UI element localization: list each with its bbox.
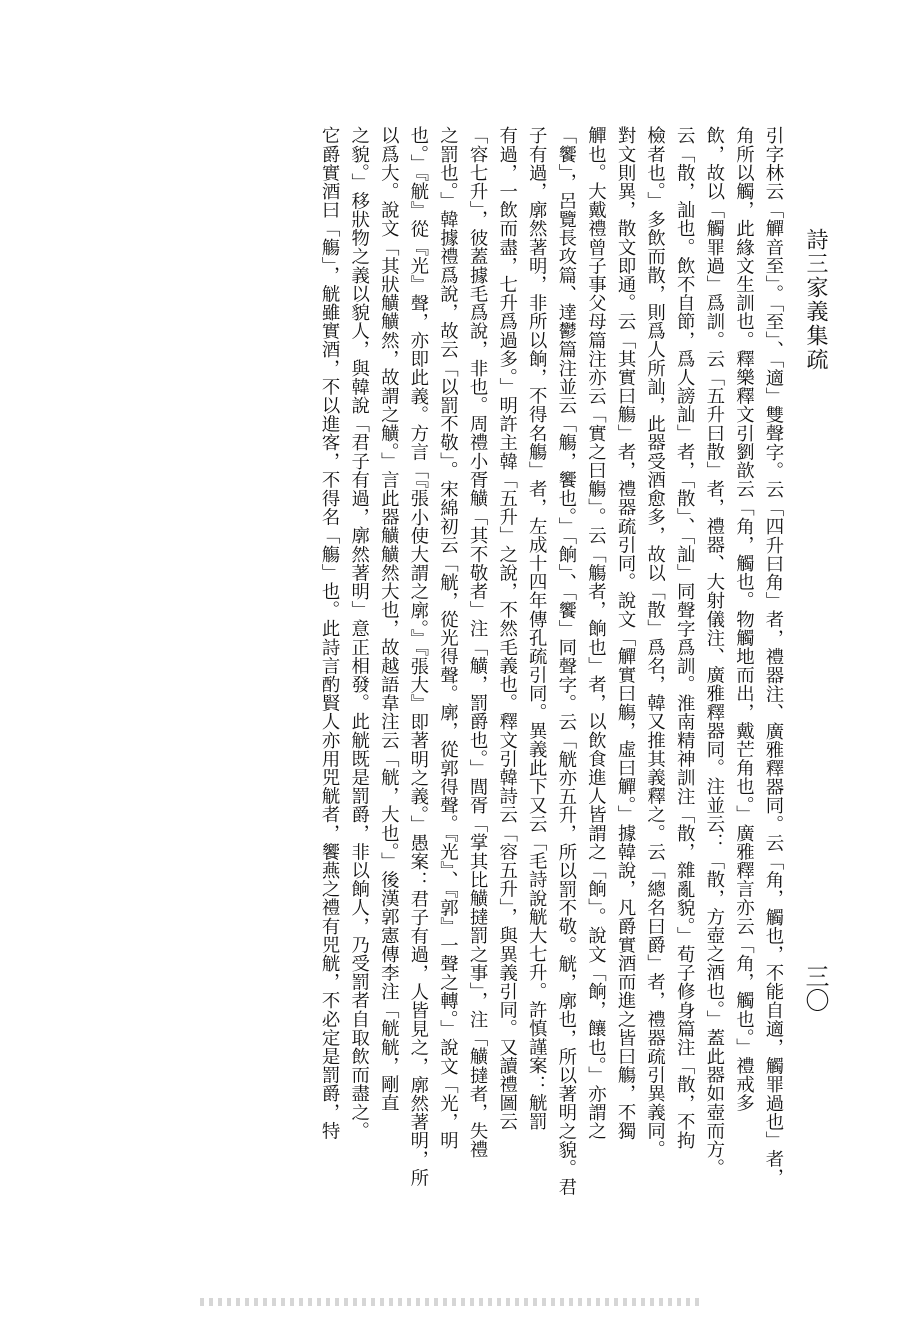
text-line: 飲，故以「觸罪過」爲訓。云「五升曰散」者，禮器、大射儀注、廣雅釋器同。注並云：「散，方壺之酒也。」蓋此器如壺而方。 <box>703 126 725 1177</box>
scan-noise-divider <box>200 1298 700 1306</box>
text-line: 對文則異，散文即通。云「其實曰觴」者，禮器疏引同。說文「觶實曰觴，虛曰觶。」據韓說，凡爵實酒而進之皆曰觴，不獨 <box>615 126 637 1140</box>
text-line: 它爵實酒曰「觴」，觥雖實酒，不以進客，不得名「觴」也。此詩言酌賢人亦用兕觥者，饗燕之禮有兕觥，不必定是罰爵，特 <box>319 126 341 1140</box>
text-line: 之罰也。」韓據禮爲說，故云「以罰不敬」。宋綿初云「觥，從光得聲。廓，從郭得聲。『光』、『郭』一聲之轉。」說文「光，明 <box>437 126 459 1150</box>
text-line: 角所以觸，此緣文生訓也。釋樂釋文引劉歆云「角，觸也。物觸地而出，戴芒角也。」廣雅釋言亦云「角，觸也。」禮戒多 <box>733 126 755 1112</box>
text-line: 「饗」，呂覽長攻篇、達鬱篇注並云「觴，饗也。」「餉」、「饗」同聲字。云「觥亦五升，所以罰不敬。觥，廓也，所以著明之貌。君 <box>555 126 577 1196</box>
text-line: 觶也。大戴禮曾子事父母篇注亦云「實之曰觴」。云「觴者，餉也」者，以飲食進人皆謂之「餉」。說文「餉，饟也。」亦謂之 <box>585 126 607 1140</box>
text-line: 之貌。」移狀物之義以貌人，與韓說「君子有過，廓然著明」意正相發。此觥既是罰爵，非以餉人，乃受罰者自取飲而盡之。 <box>348 126 370 1140</box>
body-text <box>112 126 788 1226</box>
text-line: 「容七升」，彼蓋據毛爲說，非也。周禮小胥觵「其不敬者」注「觵，罰爵也。」閭胥「掌其比觵撻罰之事」，注「觵撻者，失禮 <box>467 126 489 1159</box>
text-line: 檢者也。」多飲而散，則爲人所訕，此器受酒愈多，故以「散」爲名，韓又推其義釋之。云「總名曰爵」者，禮器疏引異義同。 <box>644 126 666 1159</box>
page-header-title: 詩三家義集疏 <box>803 228 828 372</box>
text-line: 也。」『觥』從『光』聲，亦即此義。方言「『張小使大謂之廓。』『張大』即著明之義。」愚案：君子有過，人皆見之，廓然著明，所 <box>407 126 429 1187</box>
text-line: 以爲大。說文「其狀觵觵然，故謂之觵。」言此器觵觵然大也，故越語韋注云「觥，大也。」後漢郭憲傳李注「觥觥，剛直 <box>378 126 400 1112</box>
text-line: 有過，一飲而盡，七升爲過多。」明許主韓「五升」之說，不然毛義也。釋文引韓詩云「容五升」，與異義引同。又讀禮圖云 <box>496 126 518 1131</box>
page-number: 三〇 <box>801 964 829 1012</box>
text-line: 子有過，廓然著明，非所以餉，不得名觴」者，左成十四年傳孔疏引同。異義此下又云「毛詩說觥大七升。許慎謹案：觥罰 <box>526 126 548 1131</box>
text-line: 引字林云「觶音至」。「至」、「適」雙聲字。云「四升曰角」者，禮器注、廣雅釋器同。云「角，觸也，不能自適，觸罪過也」者， <box>763 126 784 1187</box>
text-line: 云「散，訕也。飲不自節，爲人謗訕」者，「散」、「訕」同聲字爲訓。淮南精神訓注「散，雜亂貌。」荀子修身篇注「散，不拘 <box>674 126 696 1150</box>
